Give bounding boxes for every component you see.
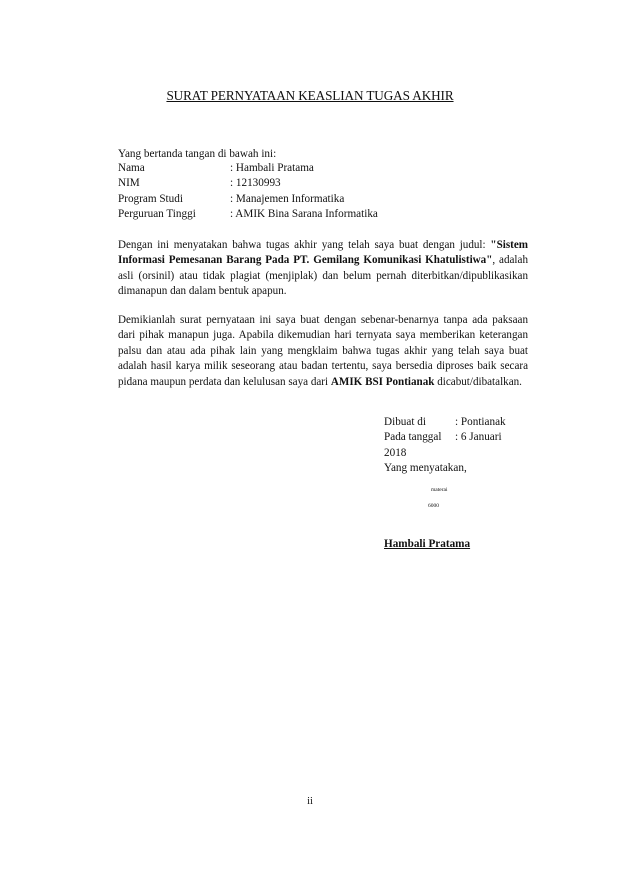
statement-lead: Dengan ini menyatakan bahwa tugas akhir yang telah saya buat dengan judul: [118,239,491,251]
page-number: ii [307,796,313,807]
thesis-title: "Sistem Informasi Pemesanan Barang Pada PT. Gemilang Komunikasi Khatulistiwa" [118,239,528,267]
stamp-value: 6000 [428,503,439,509]
signer-name: Hambali Pratama [384,538,471,550]
date-label: Pada tanggal [384,431,442,444]
signature-date-row [384,430,506,445]
identity-row-institution [118,207,378,222]
signature-year: 2018 [384,446,407,459]
signature-block [384,415,506,477]
identity-value: : Hambali Pratama [230,162,314,174]
declaration-paragraph [118,313,528,390]
statement-paragraph [118,238,528,300]
place-value: : Pontianak [455,416,506,428]
signature-place-row [384,415,506,430]
institution-name: AMIK BSI Pontianak [330,375,435,388]
intro-text: Yang bertanda tangan di bawah ini: [118,148,277,160]
declaration-lead: Demikianlah surat pernyataan ini saya buat dengan sebenar-benarnya tanpa ada paksaan dari pihak manapun juga. Apabila dikemudian hari ternyata saya memberikan keterangan palsu dan atau ada pihak lain yang mengklaim bahwa tugas akhir yang telah saya buat adalah hasil karya milik seseorang atau badan tertentu, saya bersedia diproses baik secara pidana maupun perdata dan kelulusan saya dari [118,314,528,388]
signature-statement: Yang menyatakan, [384,462,467,475]
declaration-rest: dicabut/dibatalkan. [434,375,522,388]
statement-rest: , adalah asli (orsinil) atau tidak plagiat (menjiplak) dan belum pernah diterbitkan/dipublikasikan dimanapun dan dalam bentuk apapun. [118,254,528,298]
identity-row-nim [118,176,378,191]
place-label: Dibuat di [384,416,426,428]
identity-label: Program Studi [118,192,183,205]
identity-table [118,161,378,222]
identity-label: Nama [118,162,145,174]
identity-row-program [118,192,378,207]
identity-value: : 12130993 [230,177,281,190]
identity-value: : Manajemen Informatika [230,192,345,205]
stamp-label: materai [431,487,448,493]
identity-value: : AMIK Bina Sarana Informatika [230,207,378,220]
identity-row-name [118,161,378,176]
identity-label: NIM [118,177,140,190]
date-value: : 6 Januari [455,431,502,444]
document-title: SURAT PERNYATAAN KEASLIAN TUGAS AKHIR [166,88,454,103]
identity-label: Perguruan Tinggi [118,207,196,220]
